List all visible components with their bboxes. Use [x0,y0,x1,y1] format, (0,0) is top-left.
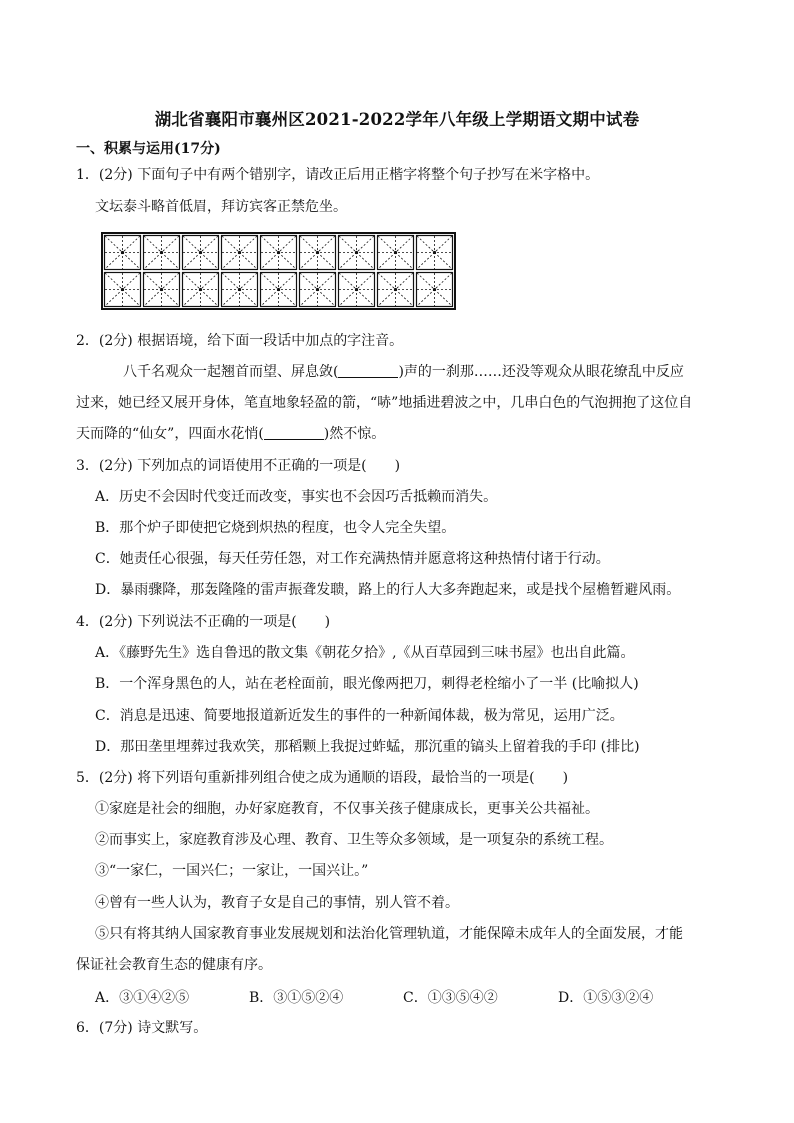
mi-character-grid[interactable] [101,232,456,310]
answer-blank[interactable] [264,425,324,440]
mi-grid-center-dot [316,251,319,254]
question-5-choice-b[interactable]: B．③①⑤②④ [249,990,344,1006]
mi-grid-center-dot [238,288,241,291]
mi-grid-center-dot [199,251,202,254]
question-2-stem: 2．(2分) 根据语境，给下面一段话中加点的字注音。 [76,333,404,349]
question-2-paragraph-line-2: 过来，她已经又展开身体，笔直地象轻盈的箭，“哧”地插进碧波之中，几串白色的气泡拥抱了这位自 [76,395,693,411]
question-5-item-1: ①家庭是社会的细胞，办好家庭教育，不仅事关孩子健康成长，更事关公共福祉。 [95,801,599,817]
question-3-option-c[interactable]: C．她责任心很强，每天任劳任怨，对工作充满热情并愿意将这种热情付诸于行动。 [95,551,610,567]
question-2-text: 八千名观众一起翘首而望、屏息敛( [123,364,339,380]
question-5-item-5: ⑤只有将其纳人国家教育事业发展规划和法治化管理轨道，才能保障未成年人的全面发展，才能 [95,926,683,942]
section-heading: 一、积累与运用(17分) [76,141,221,157]
question-4-option-c[interactable]: C．消息是迅速、简要地报道新近发生的事件的一种新闻体裁，极为常见，运用广泛。 [95,708,624,724]
question-5-item-3: ③“一家仁，一国兴仁；一家让，一国兴让。” [95,863,369,879]
question-1-sentence: 文坛泰斗略首低眉，拜访宾客正禁危坐。 [95,199,347,215]
question-6-stem: 6．(7分) 诗文默写。 [76,1020,208,1036]
mi-grid-center-dot [277,251,280,254]
mi-grid-center-dot [199,288,202,291]
mi-grid-center-dot [394,251,397,254]
question-2-text: )然不惊。 [323,426,386,442]
question-4-option-b[interactable]: B．一个浑身黑色的人，站在老栓面前，眼光像两把刀，刺得老栓缩小了一半 (比喻拟人) [95,676,639,692]
question-3-stem: 3．(2分) 下列加点的词语使用不正确的一项是( ) [76,458,401,474]
mi-grid-center-dot [355,251,358,254]
mi-grid-center-dot [160,288,163,291]
question-1-stem: 1．(2分) 下面句子中有两个错别字，请改正后用正楷字将整个句子抄写在米字格中。 [76,167,600,183]
mi-grid-center-dot [121,288,124,291]
mi-grid-center-dot [121,251,124,254]
mi-grid-center-dot [238,251,241,254]
question-4-option-a[interactable]: A．《藤野先生》选自鲁迅的散文集《朝花夕拾》,《从百草园到三味书屋》也出自此篇。 [95,645,635,661]
mi-grid-center-dot [277,288,280,291]
question-4-option-d[interactable]: D．那田垄里埋葬过我欢笑，那稻颗上我捉过蚱蜢，那沉重的镐头上留着我的手印 (排比) [95,739,640,755]
question-2-text: 天而降的“仙女”，四面水花悄( [76,426,264,442]
question-5-item-4: ④曾有一些人认为，教育子女是自己的事情，别人管不着。 [95,895,459,911]
question-5-choice-a[interactable]: A．③①④②⑤ [95,990,190,1006]
question-3-option-a[interactable]: A．历史不会因时代变迁而改变，事实也不会因巧舌抵赖而消失。 [95,489,498,505]
question-5-choice-d[interactable]: D．①⑤③②④ [558,990,654,1006]
mi-grid-center-dot [433,251,436,254]
question-5-choice-c[interactable]: C．①③⑤④② [403,990,498,1006]
mi-grid-center-dot [316,288,319,291]
question-5-item-2: ②而事实上，家庭教育涉及心理、教育、卫生等众多领域，是一项复杂的系统工程。 [95,832,613,848]
question-2-text: )声的一刹那……还没等观众从眼花缭乱中反应 [398,364,684,380]
question-3-option-b[interactable]: B．那个炉子即使把它烧到炽热的程度，也令人完全失望。 [95,520,456,536]
question-2-paragraph-line-3 [76,424,385,444]
question-4-stem: 4．(2分) 下列说法不正确的一项是( ) [76,614,331,630]
mi-grid-center-dot [160,251,163,254]
question-3-option-d[interactable]: D．暴雨骤降，那轰隆隆的雷声振聋发聩，路上的行人大多奔跑起来，或是找个屋檐暂避风雨。 [95,582,681,598]
question-5-item-5-continued: 保证社会教育生态的健康有序。 [76,957,272,973]
question-2-paragraph-line-1 [123,362,684,382]
mi-grid-center-dot [394,288,397,291]
answer-blank[interactable] [338,363,398,378]
mi-grid-center-dot [433,288,436,291]
question-5-stem: 5．(2分) 将下列语句重新排列组合使之成为通顺的语段，最恰当的一项是( ) [76,770,569,786]
mi-grid-center-dot [355,288,358,291]
exam-title: 湖北省襄阳市襄州区2021-2022学年八年级上学期语文期中试卷 [154,110,640,129]
mi-grid-drawing [103,234,458,312]
